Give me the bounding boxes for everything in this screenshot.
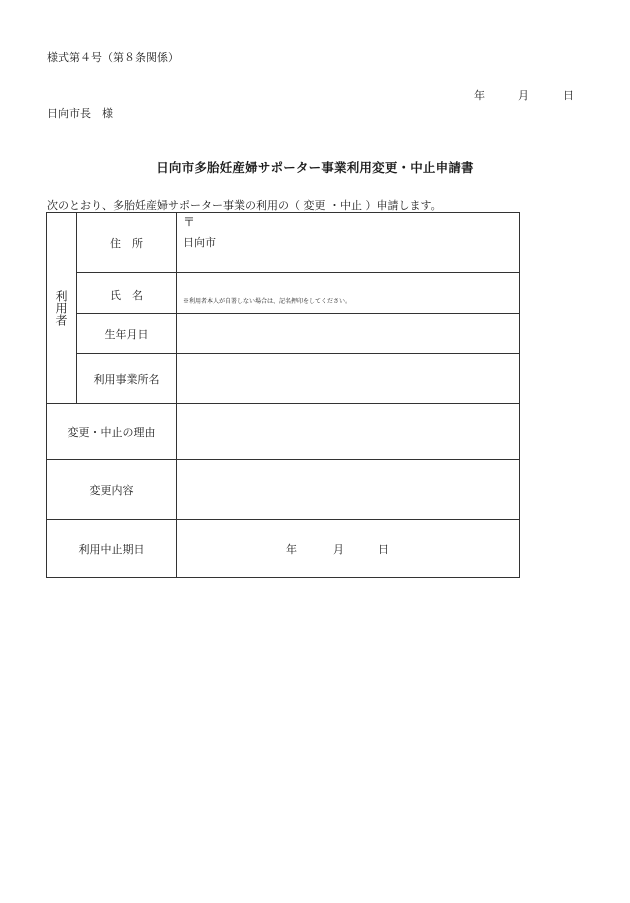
reason-field[interactable] — [177, 404, 519, 459]
intro-text: 次のとおり、多胎妊産婦サポーター事業の利用の（ 変更 ・中止 ）申請します。 — [47, 199, 442, 212]
document-title: 日向市多胎妊産婦サポーター事業利用変更・中止申請書 — [156, 160, 474, 175]
birthdate-label: 生年月日 — [104, 327, 149, 341]
address-label: 住 所 — [110, 236, 143, 250]
date-month-label: 月 — [518, 89, 529, 102]
birthdate-field[interactable] — [177, 314, 519, 353]
name-note: ※利用者本人が自署しない場合は、記名押印をしてください。 — [183, 298, 352, 305]
reason-label: 変更・中止の理由 — [67, 425, 156, 439]
form-number: 様式第４号（第８条関係） — [47, 51, 179, 64]
recipient: 日向市長 様 — [47, 107, 113, 120]
applicant-group-label — [46, 212, 76, 403]
stop-date-year: 年 — [286, 543, 297, 556]
office-field[interactable] — [177, 354, 519, 403]
name-field[interactable] — [177, 273, 519, 313]
office-label: 利用事業所名 — [93, 372, 160, 386]
content-label: 変更内容 — [89, 483, 134, 497]
table-border-bottom — [46, 577, 520, 578]
address-value: 日向市 — [183, 236, 216, 249]
table-border-right — [519, 212, 520, 578]
stop-date-field[interactable] — [177, 520, 519, 577]
stop-date-day: 日 — [378, 543, 389, 556]
content-field[interactable] — [177, 460, 519, 519]
postal-mark: 〒 — [183, 215, 196, 229]
stop-date-month: 月 — [333, 543, 344, 556]
name-label: 氏 名 — [110, 289, 143, 302]
date-day-label: 日 — [563, 89, 574, 102]
address-field[interactable] — [177, 213, 519, 272]
date-year-label: 年 — [474, 89, 485, 102]
stop-date-label: 利用中止期日 — [78, 542, 145, 556]
application-table — [46, 212, 520, 578]
applicant-group-text: 利用者 — [54, 289, 68, 326]
